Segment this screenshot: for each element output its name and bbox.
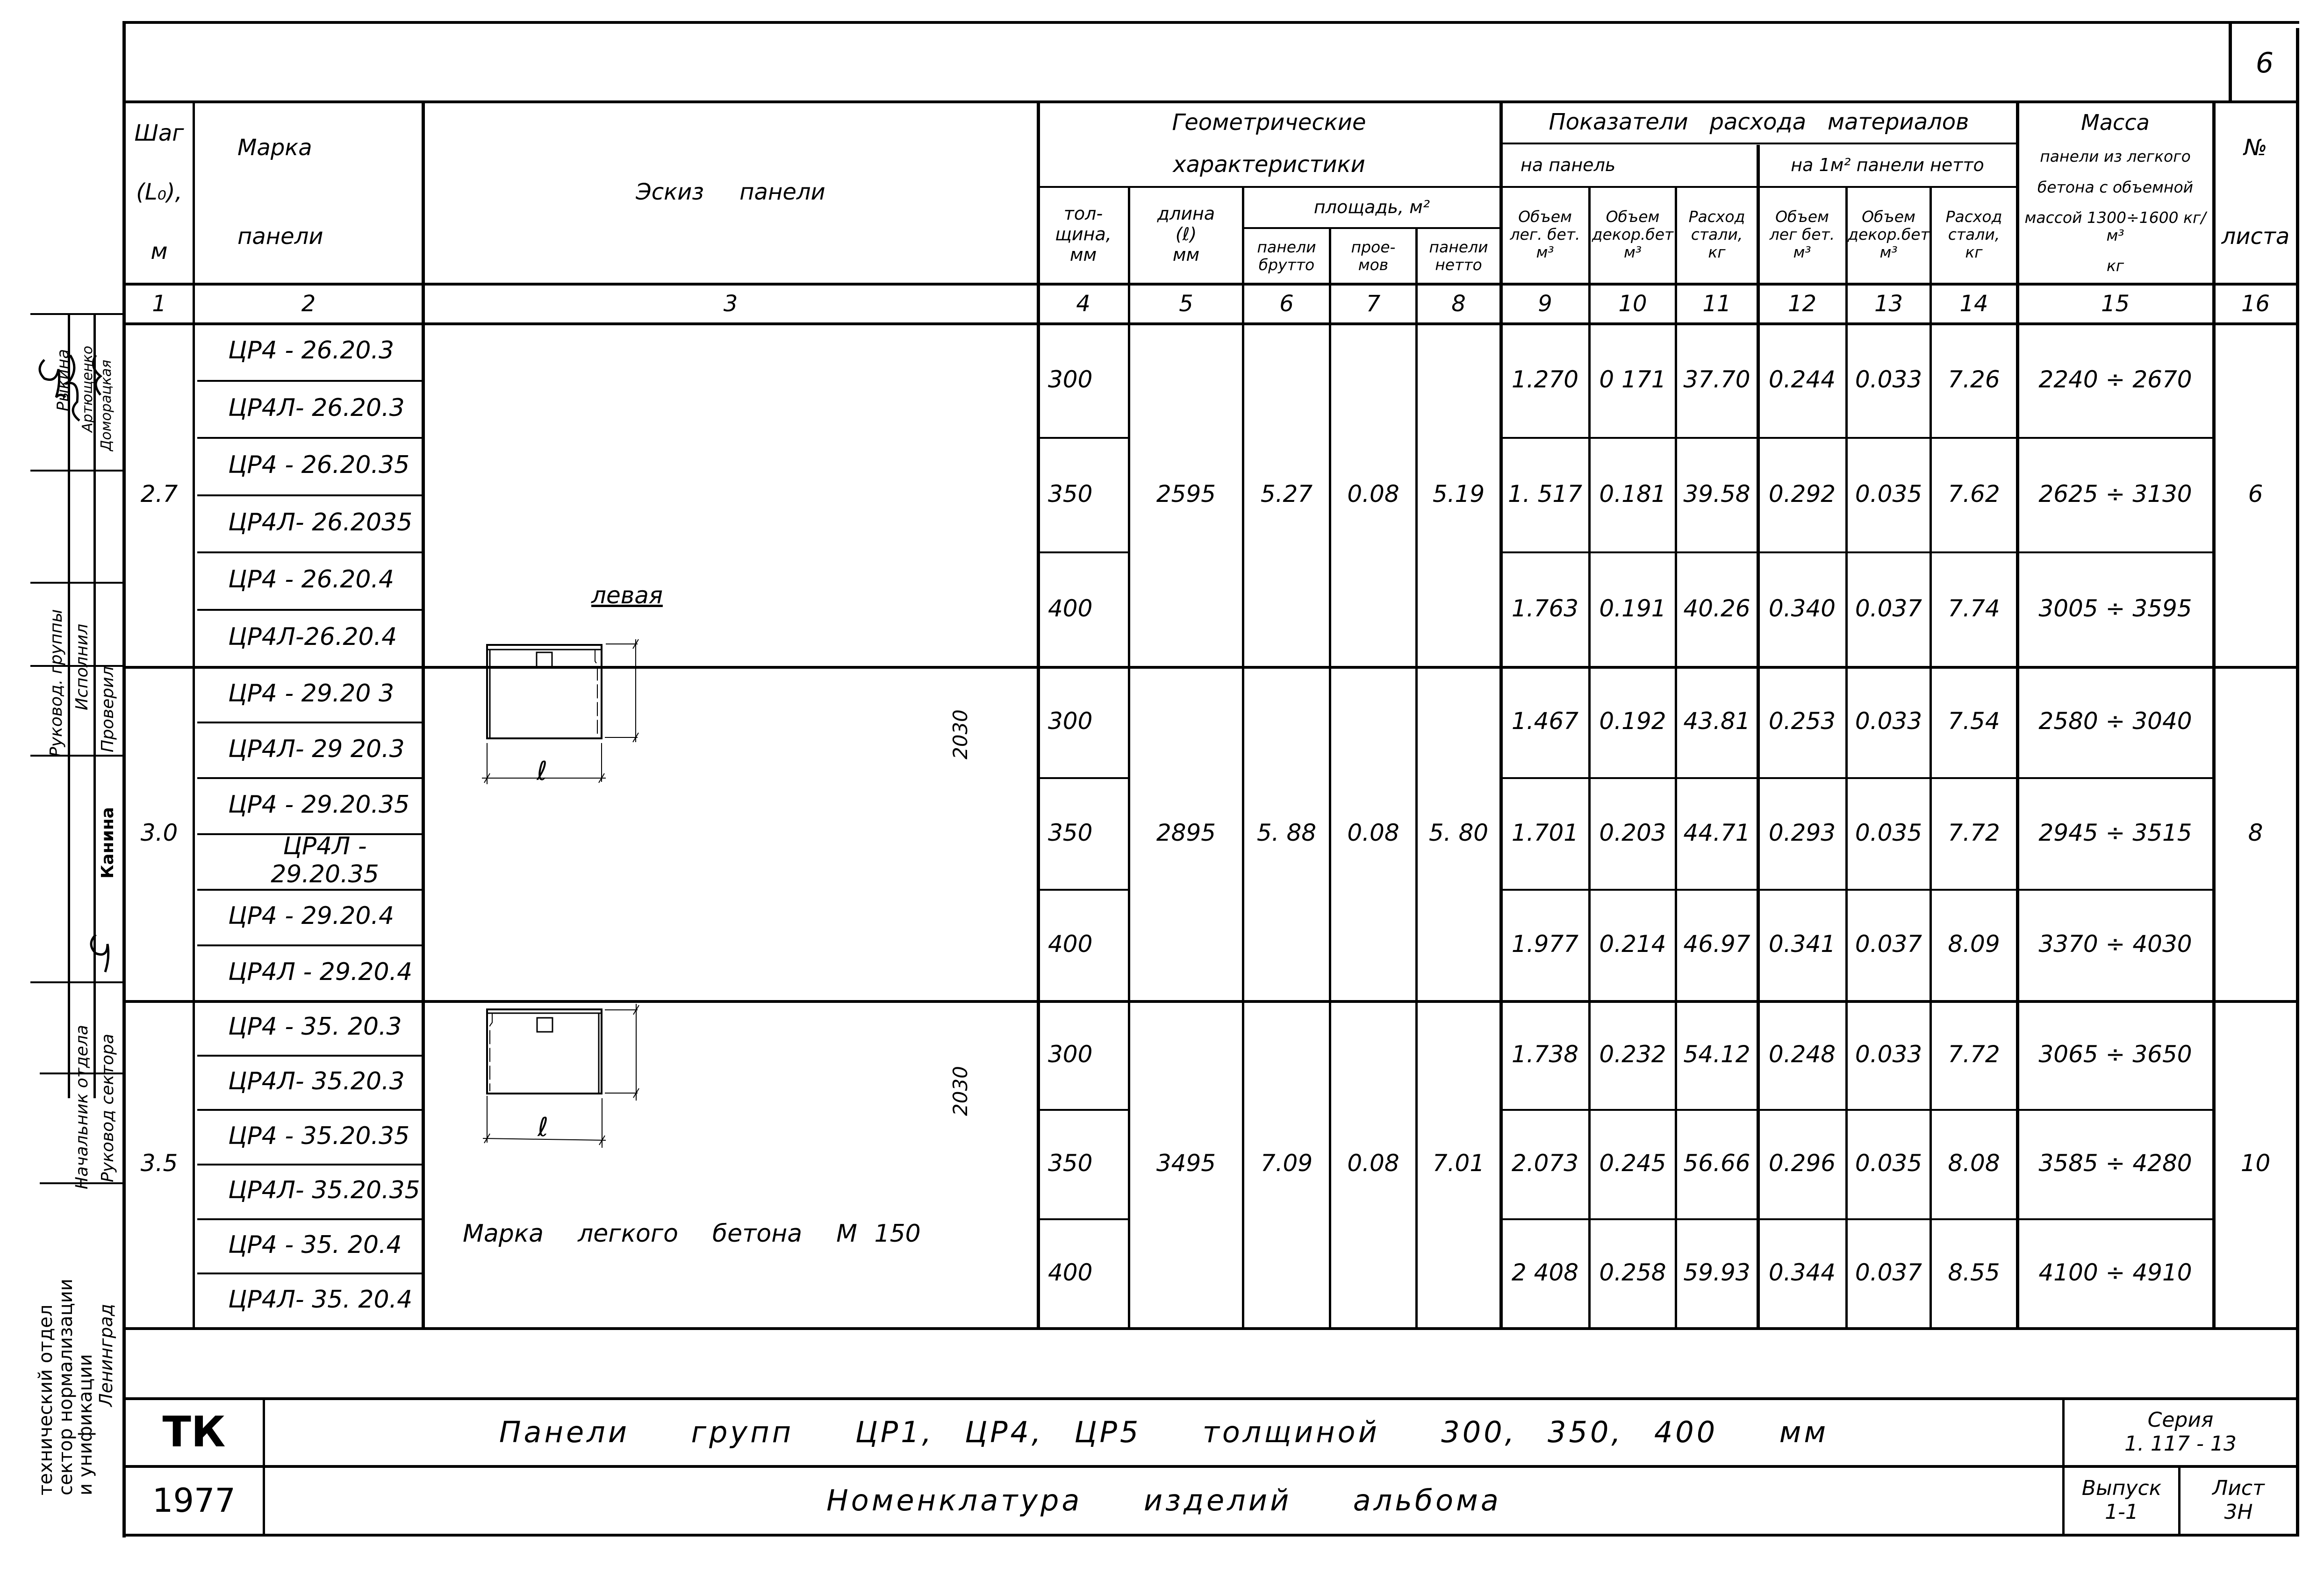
panel-mark: ЦР4 - 26.20.35 xyxy=(228,451,410,479)
thickness-row-line xyxy=(1037,1218,1128,1220)
steel-use: 44.71 xyxy=(1683,819,1750,846)
vol-decorative-per-m2: 0.033 xyxy=(1855,1040,1922,1068)
group-area-gross: 7.09 xyxy=(1260,1150,1313,1177)
mark-row-line xyxy=(197,1273,423,1274)
panel-mass: 2580 ÷ 3040 xyxy=(2038,708,2192,735)
mark-row-line xyxy=(197,833,423,835)
header-bottom-line xyxy=(122,283,2299,286)
colnum-13: 13 xyxy=(1874,291,1903,317)
vol-decorative: 0 171 xyxy=(1599,365,1666,393)
panel-mark: ЦР4 - 35. 20.4 xyxy=(228,1231,402,1259)
issue-block: Выпуск 1-1 xyxy=(2081,1476,2162,1524)
sketch-right-height-dim: 2030 xyxy=(949,1066,972,1116)
header-geom-group: Геометрические характеристики xyxy=(1172,109,1366,178)
mark-row-line xyxy=(197,944,423,946)
panel-mark: ЦР4 - 35.20.35 xyxy=(228,1122,410,1150)
tb-line-code xyxy=(263,1397,265,1535)
vol-lightweight-per-m2: 0.248 xyxy=(1768,1040,1836,1068)
series-block: Серия 1. 117 - 13 xyxy=(2124,1408,2237,1456)
materials-row-line xyxy=(1499,777,2214,779)
mark-row-line xyxy=(197,1055,423,1057)
colnum-15: 15 xyxy=(2101,291,2130,317)
sketch-left-length-dim: ℓ xyxy=(537,756,548,786)
colnum-6: 6 xyxy=(1279,291,1294,317)
frame-bottom xyxy=(122,1534,2299,1537)
thickness: 400 xyxy=(1048,594,1093,622)
header-thickness: тол- щина, мм xyxy=(1055,203,1112,265)
colnum-12: 12 xyxy=(1787,291,1817,317)
header-vol-lw: Объем лег. бет. м³ xyxy=(1510,207,1580,261)
mark-row-line xyxy=(197,609,423,611)
vol-decorative-per-m2: 0.035 xyxy=(1855,819,1922,846)
materials-row-line xyxy=(1499,1218,2214,1220)
vol-decorative: 0.214 xyxy=(1599,930,1666,958)
margin-name-1: Рыкина xyxy=(54,349,72,411)
panel-mark: ЦР4Л- 35.20.35 xyxy=(228,1176,420,1205)
panel-mark: ЦР4Л- 35. 20.4 xyxy=(228,1285,413,1314)
sketch-right-length-dim: ℓ xyxy=(538,1112,549,1143)
steel-use-per-m2: 7.74 xyxy=(1948,594,2000,622)
steel-use-per-m2: 7.62 xyxy=(1948,480,2000,508)
vol-decorative-per-m2: 0.033 xyxy=(1855,708,1922,735)
panel-mass: 3065 ÷ 3650 xyxy=(2038,1040,2192,1068)
vol-lightweight-per-m2: 0.293 xyxy=(1768,819,1836,846)
mark-row-line xyxy=(197,551,423,553)
header-mark: Марка панели xyxy=(237,135,323,250)
panel-mark: ЦР4Л- 26.2035 xyxy=(228,508,413,536)
header-length: длина (ℓ) мм xyxy=(1157,203,1215,265)
panel-mark: ЦР4 - 26.20.3 xyxy=(228,336,395,365)
thickness: 350 xyxy=(1048,480,1093,508)
mark-row-line xyxy=(197,380,423,382)
steel-use-per-m2: 8.08 xyxy=(1948,1150,2000,1177)
vol-lightweight-per-m2: 0.341 xyxy=(1768,930,1836,958)
margin-name-kanina: Канина xyxy=(98,807,117,879)
vol-lightweight-per-m2: 0.296 xyxy=(1768,1150,1836,1177)
vol-lightweight: 2.073 xyxy=(1511,1150,1579,1177)
margin-org-line-1: технический отдел xyxy=(35,1304,57,1495)
colnum-3: 3 xyxy=(723,291,738,317)
frame-top xyxy=(122,21,2299,24)
steel-use-per-m2: 7.72 xyxy=(1948,819,2000,846)
steel-use: 40.26 xyxy=(1683,594,1750,622)
group-area-net: 5. 80 xyxy=(1428,819,1489,846)
header-area-group: площадь, м² xyxy=(1313,197,1430,218)
colnum-8: 8 xyxy=(1451,291,1466,317)
mark-row-line xyxy=(197,1218,423,1220)
margin-head-dept: Начальник отдела xyxy=(72,1025,92,1189)
panel-mass: 3005 ÷ 3595 xyxy=(2038,594,2192,622)
header-steel: Расход стали, кг xyxy=(1688,207,1745,261)
title-line-2: Номенклатура изделий альбома xyxy=(826,1483,1501,1518)
vol-decorative: 0.191 xyxy=(1599,594,1666,622)
colnum-5: 5 xyxy=(1179,291,1193,317)
colnum-1: 1 xyxy=(152,291,166,317)
panel-sketch-right xyxy=(421,981,1028,1337)
thickness: 300 xyxy=(1048,708,1093,735)
sheet-box-left xyxy=(2229,21,2232,101)
group-sheet-number: 10 xyxy=(2240,1150,2271,1177)
header-area-net: панели нетто xyxy=(1429,238,1488,274)
group-openings: 0.08 xyxy=(1347,1150,1399,1177)
vol-lightweight: 1.763 xyxy=(1511,594,1579,622)
panel-mark: ЦР4Л- 29 20.3 xyxy=(228,735,405,763)
vol-decorative: 0.203 xyxy=(1599,819,1666,846)
thickness: 350 xyxy=(1048,819,1093,846)
mark-row-line xyxy=(197,494,423,496)
vol-decorative-per-m2: 0.035 xyxy=(1855,480,1922,508)
thickness: 300 xyxy=(1048,365,1093,393)
colnum-4: 4 xyxy=(1076,291,1090,317)
thickness-row-line xyxy=(1037,777,1128,779)
colnum-14: 14 xyxy=(1959,291,1988,317)
steel-use: 39.58 xyxy=(1683,480,1750,508)
header-sheet-no: № листа xyxy=(2221,135,2290,250)
panel-mark: ЦР4Л - 29.20.4 xyxy=(228,958,413,986)
steel-use-per-m2: 8.55 xyxy=(1948,1258,2000,1286)
materials-row-line xyxy=(1499,1109,2214,1111)
vol-decorative: 0.258 xyxy=(1599,1258,1666,1286)
materials-row-line xyxy=(1499,551,2214,553)
group-length: 2595 xyxy=(1156,480,1216,508)
materials-row-line xyxy=(1499,437,2214,439)
group-area-net: 7.01 xyxy=(1432,1150,1485,1177)
thickness: 400 xyxy=(1048,930,1093,958)
steel-use: 46.97 xyxy=(1683,930,1750,958)
vol-decorative: 0.232 xyxy=(1599,1040,1666,1068)
vol-lightweight: 2 408 xyxy=(1511,1258,1579,1286)
thickness-row-line xyxy=(1037,437,1128,439)
steel-use: 56.66 xyxy=(1683,1150,1750,1177)
header-steel-m2: Расход стали, кг xyxy=(1945,207,2002,261)
year: 1977 xyxy=(152,1481,236,1520)
steel-use-per-m2: 8.09 xyxy=(1948,930,2000,958)
title-line-1: Панели групп ЦР1, ЦР4, ЦР5 толщиной 300, 350, 400 мм xyxy=(499,1415,1829,1450)
header-sketch: Эскиз панели xyxy=(636,179,825,206)
steel-use: 59.93 xyxy=(1683,1258,1750,1286)
thickness: 300 xyxy=(1048,1040,1093,1068)
concrete-grade-note: Марка легкого бетона М 150 xyxy=(463,1220,921,1248)
steel-use: 54.12 xyxy=(1683,1040,1750,1068)
panel-mark: ЦР4 - 29.20 3 xyxy=(228,679,395,708)
vol-lightweight-per-m2: 0.344 xyxy=(1768,1258,1836,1286)
margin-executor: Исполнил xyxy=(72,623,92,710)
panel-mark: ЦР4 - 26.20.4 xyxy=(228,565,395,594)
group-step: 3.0 xyxy=(140,819,178,846)
group-length: 2895 xyxy=(1156,819,1216,846)
margin-org-line-2: сектор нормализации xyxy=(55,1279,77,1495)
panel-mark: ЦР4Л- 26.20.3 xyxy=(228,393,405,422)
margin-head-sector: Руковод сектора xyxy=(98,1034,117,1182)
vol-decorative-per-m2: 0.033 xyxy=(1855,365,1922,393)
sketch-side-label: левая xyxy=(591,582,663,609)
steel-use: 37.70 xyxy=(1683,365,1750,393)
mark-row-line xyxy=(197,1164,423,1165)
margin-group-lead: Руковод. группы xyxy=(47,609,66,757)
header-area-gross: панели брутто xyxy=(1257,238,1316,274)
group-step: 2.7 xyxy=(140,480,178,508)
steel-use-per-m2: 7.72 xyxy=(1948,1040,2000,1068)
thickness: 400 xyxy=(1048,1258,1093,1286)
vol-lightweight: 1.467 xyxy=(1511,708,1579,735)
panel-mass: 3370 ÷ 4030 xyxy=(2038,930,2192,958)
frame-right xyxy=(2296,28,2299,1535)
group-openings: 0.08 xyxy=(1347,819,1399,846)
signature-marks xyxy=(0,304,126,1238)
group-length: 3495 xyxy=(1156,1150,1216,1177)
group-area-gross: 5. 88 xyxy=(1256,819,1317,846)
colnum-2: 2 xyxy=(301,291,316,317)
vol-lightweight-per-m2: 0.253 xyxy=(1768,708,1836,735)
colnum-11: 11 xyxy=(1702,291,1731,317)
panel-mass: 2625 ÷ 3130 xyxy=(2038,480,2192,508)
margin-org-line-4: Ленинград xyxy=(96,1304,116,1407)
group-area-net: 5.19 xyxy=(1432,480,1485,508)
vol-lightweight-per-m2: 0.292 xyxy=(1768,480,1836,508)
group-sheet-number: 8 xyxy=(2248,819,2263,846)
margin-name-3: Доморацкая xyxy=(98,359,115,451)
area-sub-line xyxy=(1242,227,1501,229)
vol-lightweight: 1.270 xyxy=(1511,365,1579,393)
sketch-left-height-dim: 2030 xyxy=(949,709,972,759)
sheet-block: Лист 3Н xyxy=(2212,1476,2265,1524)
panel-mark: ЦР4 - 35. 20.3 xyxy=(228,1013,402,1041)
mark-row-line xyxy=(197,889,423,891)
margin-org-line-3: и унификации xyxy=(75,1354,96,1495)
group-sheet-number: 6 xyxy=(2248,480,2263,508)
panel-mark: ЦР4Л- 35.20.3 xyxy=(228,1067,405,1096)
thickness-row-line xyxy=(1037,551,1128,553)
header-vol-dec: Объем декор.бет м³ xyxy=(1592,207,1674,261)
group-step: 3.5 xyxy=(140,1150,178,1177)
vol-decorative-per-m2: 0.037 xyxy=(1855,930,1922,958)
panel-mark: ЦР4Л - 29.20.35 xyxy=(271,832,379,889)
panel-mass: 2240 ÷ 2670 xyxy=(2038,365,2192,393)
vol-decorative: 0.245 xyxy=(1599,1150,1666,1177)
org-code: ТК xyxy=(162,1408,226,1457)
header-per-panel-group: на панель xyxy=(1521,155,1616,176)
panel-mass: 3585 ÷ 4280 xyxy=(2038,1150,2192,1177)
panel-mark: ЦР4 - 29.20.35 xyxy=(228,791,410,819)
vol-lightweight: 1. 517 xyxy=(1507,480,1583,508)
materials-row-line xyxy=(1499,889,2214,891)
thickness-row-line xyxy=(1037,1109,1128,1111)
header-step: Шаг (L₀), м xyxy=(134,120,184,265)
group-openings: 0.08 xyxy=(1347,480,1399,508)
colnum-7: 7 xyxy=(1366,291,1381,317)
thickness-row-line xyxy=(1037,889,1128,891)
colnum-10: 10 xyxy=(1618,291,1647,317)
header-openings: прое- мов xyxy=(1351,238,1396,274)
vol-lightweight: 1.977 xyxy=(1511,930,1579,958)
header-per-m2-group: на 1м² панели нетто xyxy=(1791,155,1984,176)
vol-decorative-per-m2: 0.035 xyxy=(1855,1150,1922,1177)
panel-mass: 2945 ÷ 3515 xyxy=(2038,819,2192,846)
margin-name-2: Артющенко xyxy=(79,345,96,432)
vol-decorative-per-m2: 0.037 xyxy=(1855,1258,1922,1286)
thickness: 350 xyxy=(1048,1150,1093,1177)
panel-mark: ЦР4Л-26.20.4 xyxy=(228,622,397,651)
vol-decorative: 0.181 xyxy=(1599,480,1666,508)
steel-use-per-m2: 7.54 xyxy=(1948,708,2000,735)
tb-line-sheet xyxy=(2178,1465,2181,1535)
header-vol-dec-m2: Объем декор.бет м³ xyxy=(1848,207,1929,261)
sheet-number-top: 6 xyxy=(2255,46,2274,79)
group-area-gross: 5.27 xyxy=(1260,480,1313,508)
header-vol-lw-m2: Объем лег бет. м³ xyxy=(1769,207,1835,261)
vol-lightweight-per-m2: 0.244 xyxy=(1768,365,1836,393)
mark-row-line xyxy=(197,437,423,439)
margin-checker: Проверил xyxy=(98,666,117,752)
header-mass: Масса панели из легкого бетона с объемной массой 1300÷1600 кг/м³ кг xyxy=(2024,109,2206,275)
vol-lightweight: 1.701 xyxy=(1511,819,1579,846)
tb-line-series xyxy=(2062,1397,2065,1535)
colnum-16: 16 xyxy=(2241,291,2270,317)
vol-decorative-per-m2: 0.037 xyxy=(1855,594,1922,622)
steel-use-per-m2: 7.26 xyxy=(1948,365,2000,393)
panel-sketch-left xyxy=(421,561,1028,935)
colnum-9: 9 xyxy=(1538,291,1552,317)
panel-mass: 4100 ÷ 4910 xyxy=(2038,1258,2192,1286)
vol-lightweight: 1.738 xyxy=(1511,1040,1579,1068)
mark-row-line xyxy=(197,1109,423,1111)
header-materials-group: Показатели расхода материалов xyxy=(1549,109,1969,136)
mark-row-line xyxy=(197,777,423,779)
vol-lightweight-per-m2: 0.340 xyxy=(1768,594,1836,622)
mark-row-line xyxy=(197,722,423,723)
steel-use: 43.81 xyxy=(1683,708,1750,735)
panel-mark: ЦР4 - 29.20.4 xyxy=(228,902,395,930)
vol-decorative: 0.192 xyxy=(1599,708,1666,735)
